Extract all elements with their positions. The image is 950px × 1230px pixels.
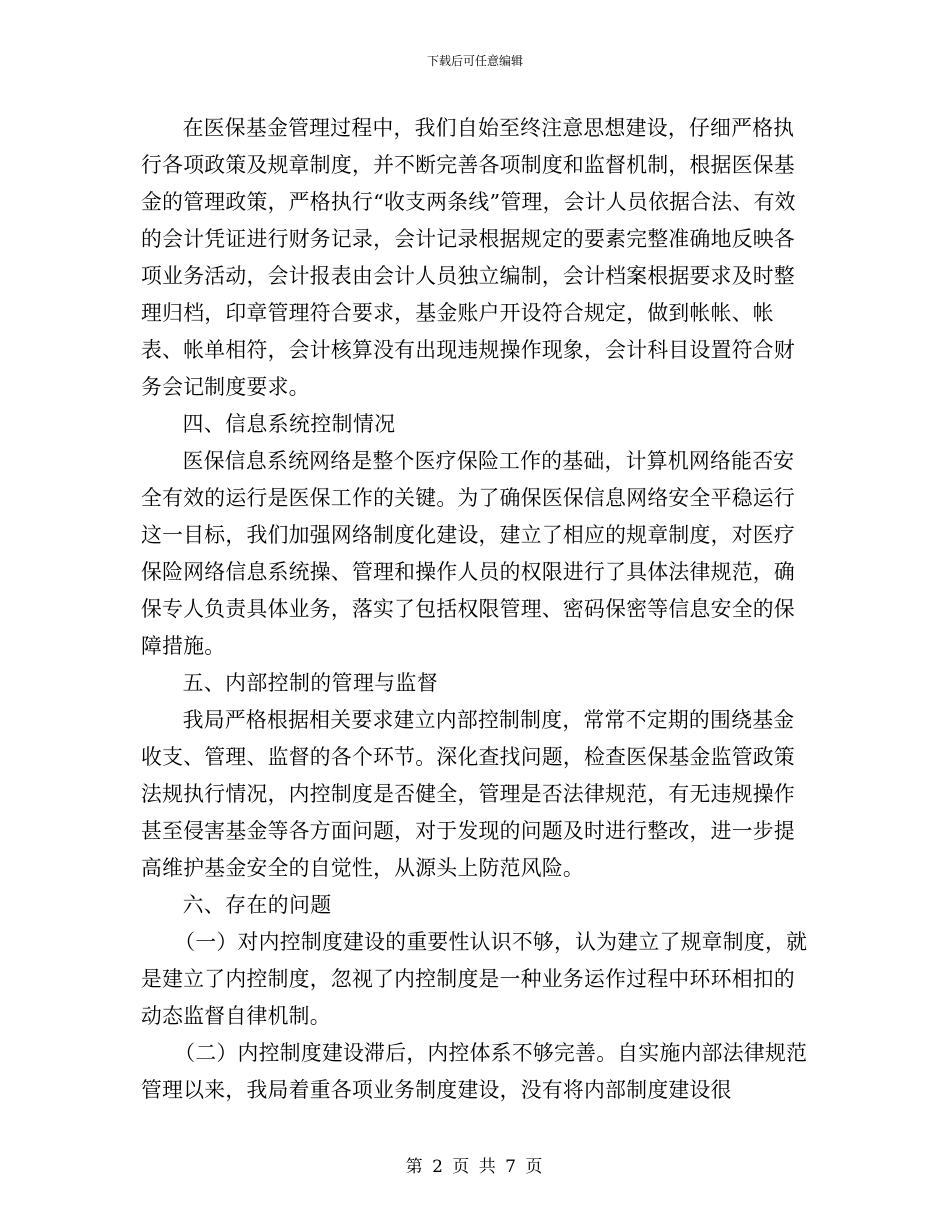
paragraph-info-system: 医保信息系统网络是整个医疗保险工作的基础，计算机网络能否安全有效的运行是医保工作的关键。为了确保医保信息网络安全平稳运行这一目标，我们加强网络制度化建设，建立了相应的规章制度，对医疗保险网络信息系统操、管理和操作人员的权限进行了具体法律规范，确保专人负责具体业务，落实了包括权限管理、密码保密等信息安全的保障措施。 [141,449,795,658]
section-heading-4: 四、信息系统控制情况 [182,412,396,436]
paragraph-internal-control: 我局严格根据相关要求建立内部控制制度，常常不定期的围绕基金收支、管理、监督的各个环节。深化查找问题，检查医保基金监管政策法规执行情况，内控制度是否健全，管理是否法律规范，有无违规操作甚至侵害基金等各方面问题，对于发现的问题及时进行整改，进一步提高维护基金安全的自觉性，从源头上防范风险。 [141,708,795,880]
page-number-footer: 第 2 页 共 7 页 [405,1157,545,1177]
paragraph-problem-1: （一）对内控制度建设的重要性认识不够，认为建立了规章制度，就是建立了内控制度，忽视了内控制度是一种业务运作过程中环环相扣的动态监督自律机制。 [141,930,808,1028]
paragraph-fund-management: 在医保基金管理过程中，我们自始至终注意思想建设，仔细严格执行各项政策及规章制度，并不断完善各项制度和监督机制，根据医保基金的管理政策，严格执行“收支两条线”管理，会计人员依据合法、有效的会计凭证进行财务记录，会计记录根据规定的要素完整准确地反映各项业务活动，会计报表由会计人员独立编制，会计档案根据要求及时整理归档，印章管理符合要求，基金账户开设符合规定，做到帐帐、帐表、帐单相符，会计核算没有出现违规操作现象，会计科目设置符合财务会记制度要求。 [141,116,796,399]
page-header: 下载后可任意编辑 [426,54,523,68]
section-heading-6: 六、存在的问题 [182,893,332,917]
paragraph-problem-2: （二）内控制度建设滞后，内控体系不够完善。自实施内部法律规范管理以来，我局着重各项业务制度建设，没有将内部制度建设很 [141,1041,808,1102]
section-heading-5: 五、内部控制的管理与监督 [182,671,439,695]
document-body [141,110,813,1109]
